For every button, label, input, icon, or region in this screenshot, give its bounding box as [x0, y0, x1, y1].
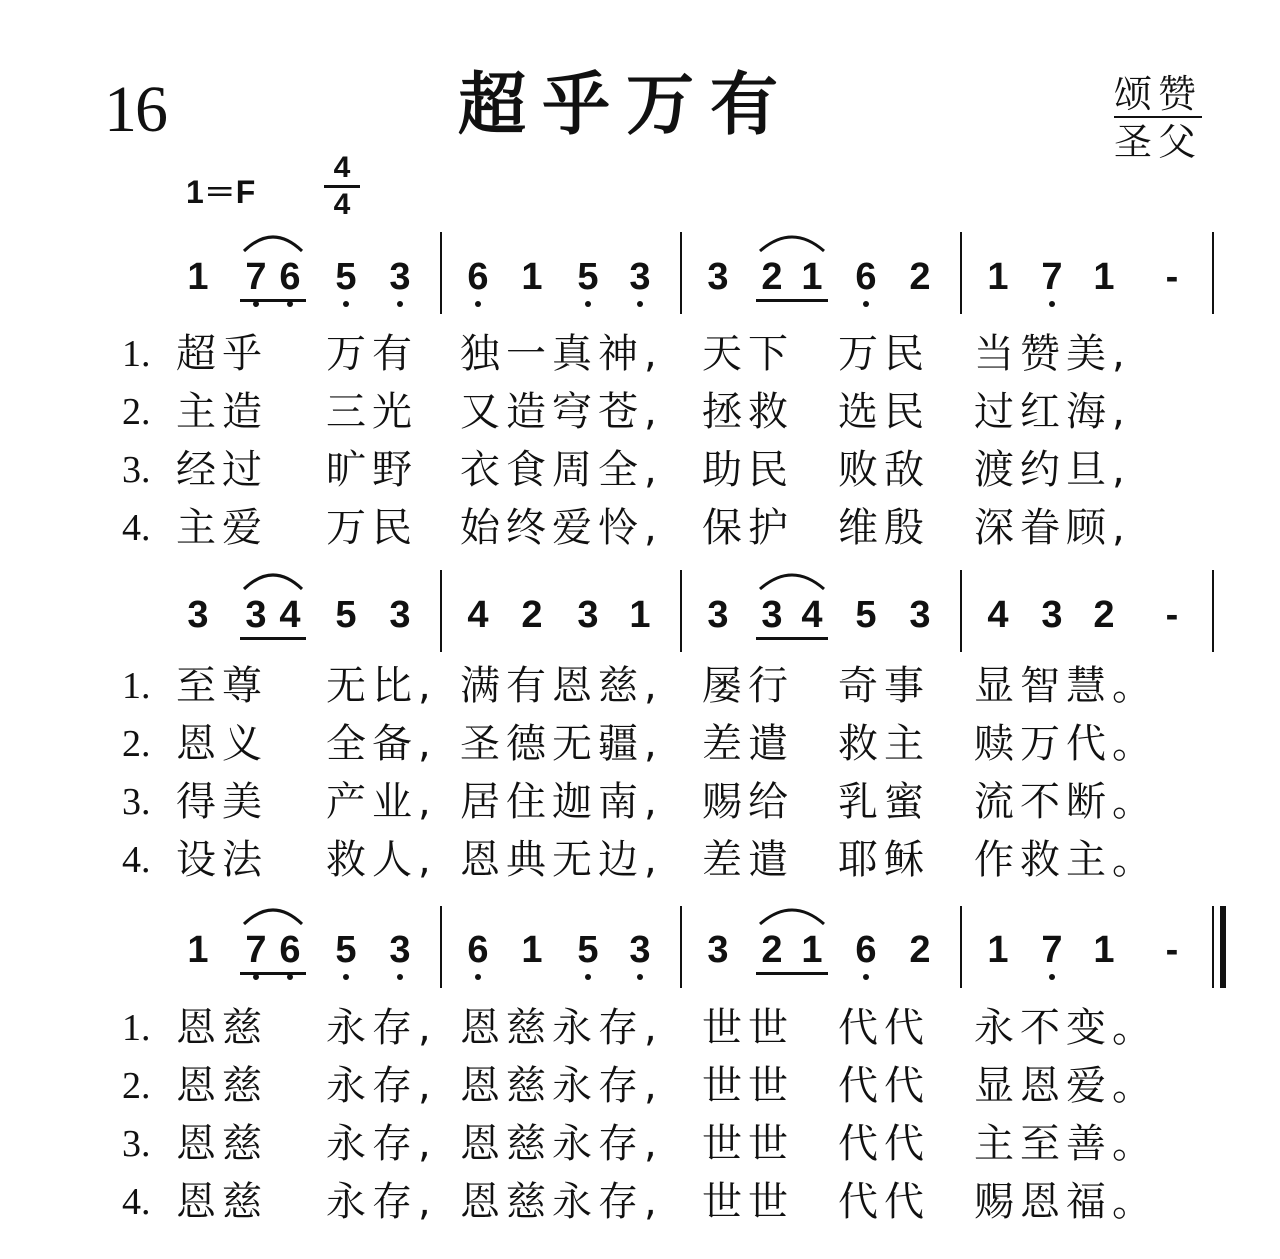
- bar-line: [440, 906, 442, 988]
- bar-line: [680, 232, 682, 314]
- lyric-phrase: 万民: [326, 505, 418, 551]
- note: 5: [326, 255, 366, 299]
- note: 2: [909, 929, 931, 971]
- lyric-phrase: 居住迦南,: [460, 779, 663, 825]
- eighth-note-underline: [756, 637, 828, 640]
- note: 6: [458, 928, 498, 972]
- note: 3: [620, 255, 660, 299]
- hymn-source: 圣父: [1114, 120, 1203, 164]
- lyric-phrase: 救主: [838, 721, 930, 767]
- note: 5: [855, 594, 877, 636]
- slur-mark: [758, 567, 826, 591]
- verse-number: 2.: [122, 1065, 151, 1107]
- slur-mark: [242, 567, 304, 591]
- lyric-phrase: 恩慈永存,: [460, 1179, 663, 1225]
- note: 3: [707, 594, 729, 636]
- lyric-phrase: 又造穹苍,: [460, 389, 663, 435]
- note: 5: [568, 255, 608, 299]
- lyric-phrase: 恩慈: [176, 1063, 268, 1109]
- eighth-note-underline: [240, 637, 306, 640]
- lyric-phrase: 代代: [838, 1005, 930, 1051]
- low-octave-dot: [343, 301, 349, 307]
- lyric-phrase: 选民: [838, 389, 930, 435]
- low-octave-dot: [475, 974, 481, 980]
- eighth-note-underline: [756, 972, 828, 975]
- note: 5: [568, 928, 608, 972]
- lyric-phrase: 作救主。: [974, 837, 1158, 883]
- key-signature: 1＝F: [186, 174, 256, 210]
- lyric-phrase: 独一真神,: [460, 331, 663, 377]
- note: 4: [801, 594, 823, 636]
- verse-number: 1.: [122, 1007, 151, 1049]
- time-signature: [322, 152, 362, 221]
- lyric-phrase: 败敌: [838, 447, 930, 493]
- lyric-phrase: 当赞美,: [974, 331, 1131, 377]
- lyric-phrase: 耶稣: [838, 837, 930, 883]
- verse-number: 4.: [122, 839, 151, 881]
- hymn-number: 16: [104, 73, 166, 146]
- note: 7: [1032, 928, 1072, 972]
- note: 3: [380, 255, 420, 299]
- lyric-phrase: 满有恩慈,: [460, 663, 663, 709]
- note: 2: [761, 929, 783, 971]
- note: -: [1165, 256, 1179, 298]
- lyric-phrase: 赐给: [702, 779, 794, 825]
- lyric-phrase: 无比,: [326, 663, 437, 709]
- note: 2: [761, 256, 783, 298]
- note: 6: [458, 255, 498, 299]
- lyric-phrase: 主至善。: [974, 1121, 1158, 1167]
- verse-number: 2.: [122, 391, 151, 433]
- lyric-phrase: 主造: [176, 389, 268, 435]
- low-octave-dot: [585, 974, 591, 980]
- verse-number: 2.: [122, 723, 151, 765]
- note: 7: [1032, 255, 1072, 299]
- low-octave-dot: [1049, 301, 1055, 307]
- note: 3: [707, 929, 729, 971]
- note: 3: [1041, 594, 1063, 636]
- slur-mark: [758, 229, 826, 253]
- bar-line: [960, 570, 962, 652]
- low-octave-dot: [397, 974, 403, 980]
- verse-number: 3.: [122, 781, 151, 823]
- lyric-phrase: 渡约旦,: [974, 447, 1131, 493]
- lyric-phrase: 始终爱怜,: [460, 505, 663, 551]
- lyric-phrase: 恩慈: [176, 1121, 268, 1167]
- note: 2: [1093, 594, 1115, 636]
- note: 1: [1093, 929, 1115, 971]
- slur-mark: [242, 229, 304, 253]
- note: 1: [187, 256, 209, 298]
- lyric-phrase: 深眷顾,: [974, 505, 1131, 551]
- lyric-phrase: 助民: [702, 447, 794, 493]
- lyric-phrase: 旷野: [326, 447, 418, 493]
- note: 6: [270, 255, 310, 299]
- final-bar-line: [1220, 906, 1226, 988]
- note: 2: [521, 594, 543, 636]
- verse-number: 3.: [122, 449, 151, 491]
- lyric-phrase: 永存,: [326, 1005, 437, 1051]
- note: 7: [236, 928, 276, 972]
- time-signature-top: 4: [333, 151, 351, 184]
- low-octave-dot: [1049, 974, 1055, 980]
- verse-number: 4.: [122, 1181, 151, 1223]
- note: 3: [187, 594, 209, 636]
- note: 1: [987, 256, 1009, 298]
- lyric-phrase: 救人,: [326, 837, 437, 883]
- note: 1: [1093, 256, 1115, 298]
- note: 3: [380, 928, 420, 972]
- lyric-phrase: 代代: [838, 1063, 930, 1109]
- lyric-phrase: 恩慈永存,: [460, 1005, 663, 1051]
- hymn-category: 颂赞: [1114, 72, 1203, 116]
- bar-line: [1212, 232, 1214, 314]
- bar-line: [440, 232, 442, 314]
- lyric-phrase: 超乎: [176, 331, 268, 377]
- note: 4: [987, 594, 1009, 636]
- lyric-phrase: 差遣: [702, 721, 794, 767]
- lyric-phrase: 永存,: [326, 1063, 437, 1109]
- note: 1: [987, 929, 1009, 971]
- lyric-phrase: 设法: [176, 837, 268, 883]
- lyric-phrase: 保护: [702, 505, 794, 551]
- bar-line: [1212, 570, 1214, 652]
- verse-number: 1.: [122, 665, 151, 707]
- note: 3: [909, 594, 931, 636]
- bar-line: [960, 232, 962, 314]
- lyric-phrase: 赎万代。: [974, 721, 1158, 767]
- lyric-phrase: 维殷: [838, 505, 930, 551]
- lyric-phrase: 万民: [838, 331, 930, 377]
- lyric-phrase: 世世: [702, 1005, 794, 1051]
- slur-mark: [758, 902, 826, 926]
- lyric-phrase: 三光: [326, 389, 418, 435]
- note: 3: [707, 256, 729, 298]
- bar-line: [440, 570, 442, 652]
- bar-line: [680, 570, 682, 652]
- lyric-phrase: 天下: [702, 331, 794, 377]
- low-octave-dot: [863, 974, 869, 980]
- low-octave-dot: [637, 301, 643, 307]
- note: 6: [846, 928, 886, 972]
- note: 5: [326, 928, 366, 972]
- lyric-phrase: 经过: [176, 447, 268, 493]
- lyric-phrase: 恩慈: [176, 1179, 268, 1225]
- time-signature-bottom: 4: [333, 188, 351, 221]
- lyric-phrase: 显智慧。: [974, 663, 1158, 709]
- slur-mark: [242, 902, 304, 926]
- note: 1: [801, 929, 823, 971]
- note: 4: [467, 594, 489, 636]
- note: 1: [521, 256, 543, 298]
- lyric-phrase: 永存,: [326, 1121, 437, 1167]
- low-octave-dot: [475, 301, 481, 307]
- bar-line: [960, 906, 962, 988]
- lyric-phrase: 差遣: [702, 837, 794, 883]
- lyric-phrase: 主爱: [176, 505, 268, 551]
- lyric-phrase: 产业,: [326, 779, 437, 825]
- note: 3: [761, 594, 783, 636]
- lyric-phrase: 恩慈: [176, 1005, 268, 1051]
- lyric-phrase: 奇事: [838, 663, 930, 709]
- lyric-phrase: 永不变。: [974, 1005, 1158, 1051]
- verse-number: 3.: [122, 1123, 151, 1165]
- lyric-phrase: 世世: [702, 1179, 794, 1225]
- low-octave-dot: [343, 974, 349, 980]
- lyric-phrase: 恩典无边,: [460, 837, 663, 883]
- lyric-phrase: 永存,: [326, 1179, 437, 1225]
- note: 1: [521, 929, 543, 971]
- low-octave-dot: [585, 301, 591, 307]
- lyric-phrase: 恩慈永存,: [460, 1063, 663, 1109]
- lyric-phrase: 世世: [702, 1121, 794, 1167]
- eighth-note-underline: [240, 299, 306, 302]
- lyric-phrase: 屡行: [702, 663, 794, 709]
- note: 1: [187, 929, 209, 971]
- low-octave-dot: [863, 301, 869, 307]
- note: 7: [236, 255, 276, 299]
- lyric-phrase: 代代: [838, 1121, 930, 1167]
- hymn-title: 超乎万有: [458, 66, 795, 145]
- lyric-phrase: 衣食周全,: [460, 447, 663, 493]
- lyric-phrase: 赐恩福。: [974, 1179, 1158, 1225]
- lyric-phrase: 乳蜜: [838, 779, 930, 825]
- bar-line: [1212, 906, 1214, 988]
- note: 5: [335, 594, 357, 636]
- lyric-phrase: 代代: [838, 1179, 930, 1225]
- note: 4: [279, 594, 301, 636]
- verse-number: 4.: [122, 507, 151, 549]
- eighth-note-underline: [756, 299, 828, 302]
- lyric-phrase: 恩慈永存,: [460, 1121, 663, 1167]
- lyric-phrase: 至尊: [176, 663, 268, 709]
- note: 1: [801, 256, 823, 298]
- bar-line: [680, 906, 682, 988]
- note: 2: [909, 256, 931, 298]
- lyric-phrase: 过红海,: [974, 389, 1131, 435]
- eighth-note-underline: [240, 972, 306, 975]
- lyric-phrase: 世世: [702, 1063, 794, 1109]
- note: 6: [846, 255, 886, 299]
- lyric-phrase: 全备,: [326, 721, 437, 767]
- note: 3: [245, 594, 267, 636]
- lyric-phrase: 万有: [326, 331, 418, 377]
- lyric-phrase: 拯救: [702, 389, 794, 435]
- note: 3: [620, 928, 660, 972]
- note: -: [1165, 594, 1179, 636]
- note: -: [1165, 929, 1179, 971]
- low-octave-dot: [397, 301, 403, 307]
- lyric-phrase: 得美: [176, 779, 268, 825]
- note: 3: [389, 594, 411, 636]
- note: 1: [629, 594, 651, 636]
- lyric-phrase: 显恩爱。: [974, 1063, 1158, 1109]
- note: 3: [577, 594, 599, 636]
- low-octave-dot: [637, 974, 643, 980]
- note: 6: [270, 928, 310, 972]
- lyric-phrase: 圣德无疆,: [460, 721, 663, 767]
- lyric-phrase: 流不断。: [974, 779, 1158, 825]
- verse-number: 1.: [122, 333, 151, 375]
- lyric-phrase: 恩义: [176, 721, 268, 767]
